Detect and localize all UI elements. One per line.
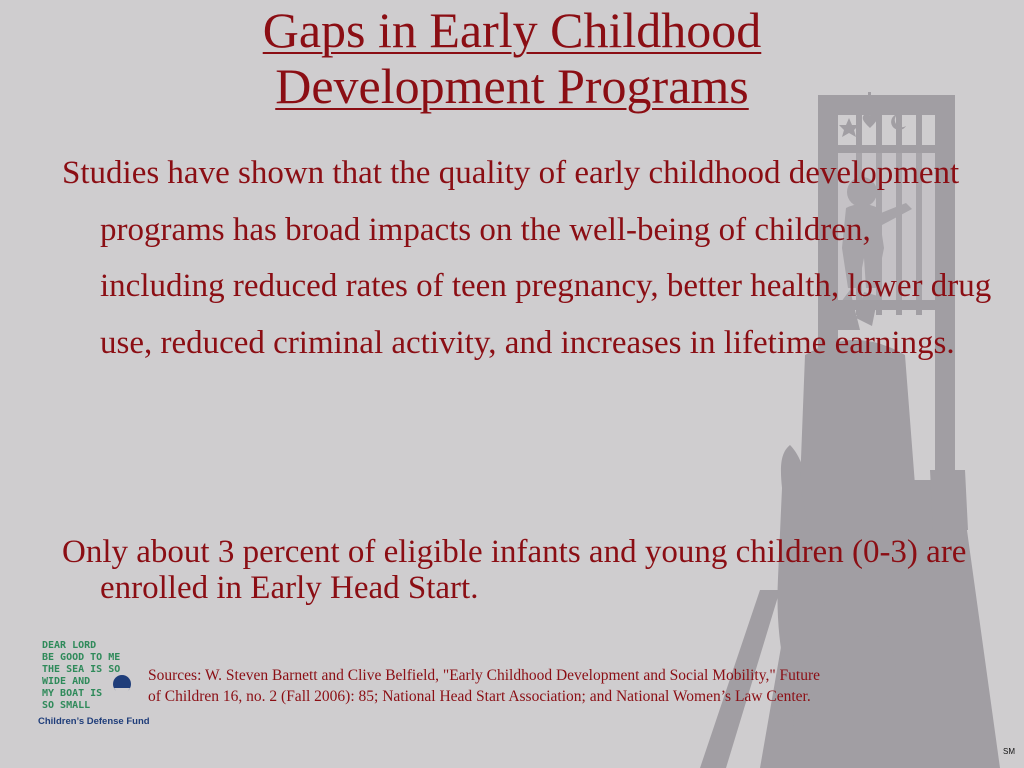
logo-text-line-6: SO SMALL	[42, 700, 91, 711]
organization-name: Children’s Defense Fund	[38, 716, 150, 727]
sources-citation: Sources: W. Steven Barnett and Clive Belfield, "Early Childhood Development and Social Mobility," Future of Children 16, no. 2 (Fall 2006): 85; National Head Start Association; and National Women’s Law Center.	[148, 667, 821, 705]
logo-text-line-5: MY BOAT IS	[42, 688, 103, 699]
slide-title	[0, 2, 1024, 114]
logo-text-line-2: BE GOOD TO ME	[42, 652, 121, 663]
logo-text-line-3: THE SEA IS SO	[42, 664, 121, 675]
logo-text-line-4: WIDE AND	[42, 676, 91, 687]
heart-icon	[863, 113, 878, 128]
slide-title-line-1: Gaps in Early Childhood	[262, 2, 762, 58]
slide-title-line-2: Development Programs	[275, 58, 749, 114]
body-paragraph-studies: Studies have shown that the quality of early childhood development programs has broad impacts on the well-being of children, including reduced rates of teen pregnancy, better health, lower drug use, reduced criminal activity, and increases in lifetime earnings.	[62, 155, 992, 361]
logo-text-line-1: DEAR LORD	[42, 640, 97, 651]
body-paragraph-enrollment: Only about 3 percent of eligible infants and young children (0-3) are enrolled in Early Head Start.	[62, 534, 967, 606]
service-mark: SM	[1003, 747, 1015, 756]
